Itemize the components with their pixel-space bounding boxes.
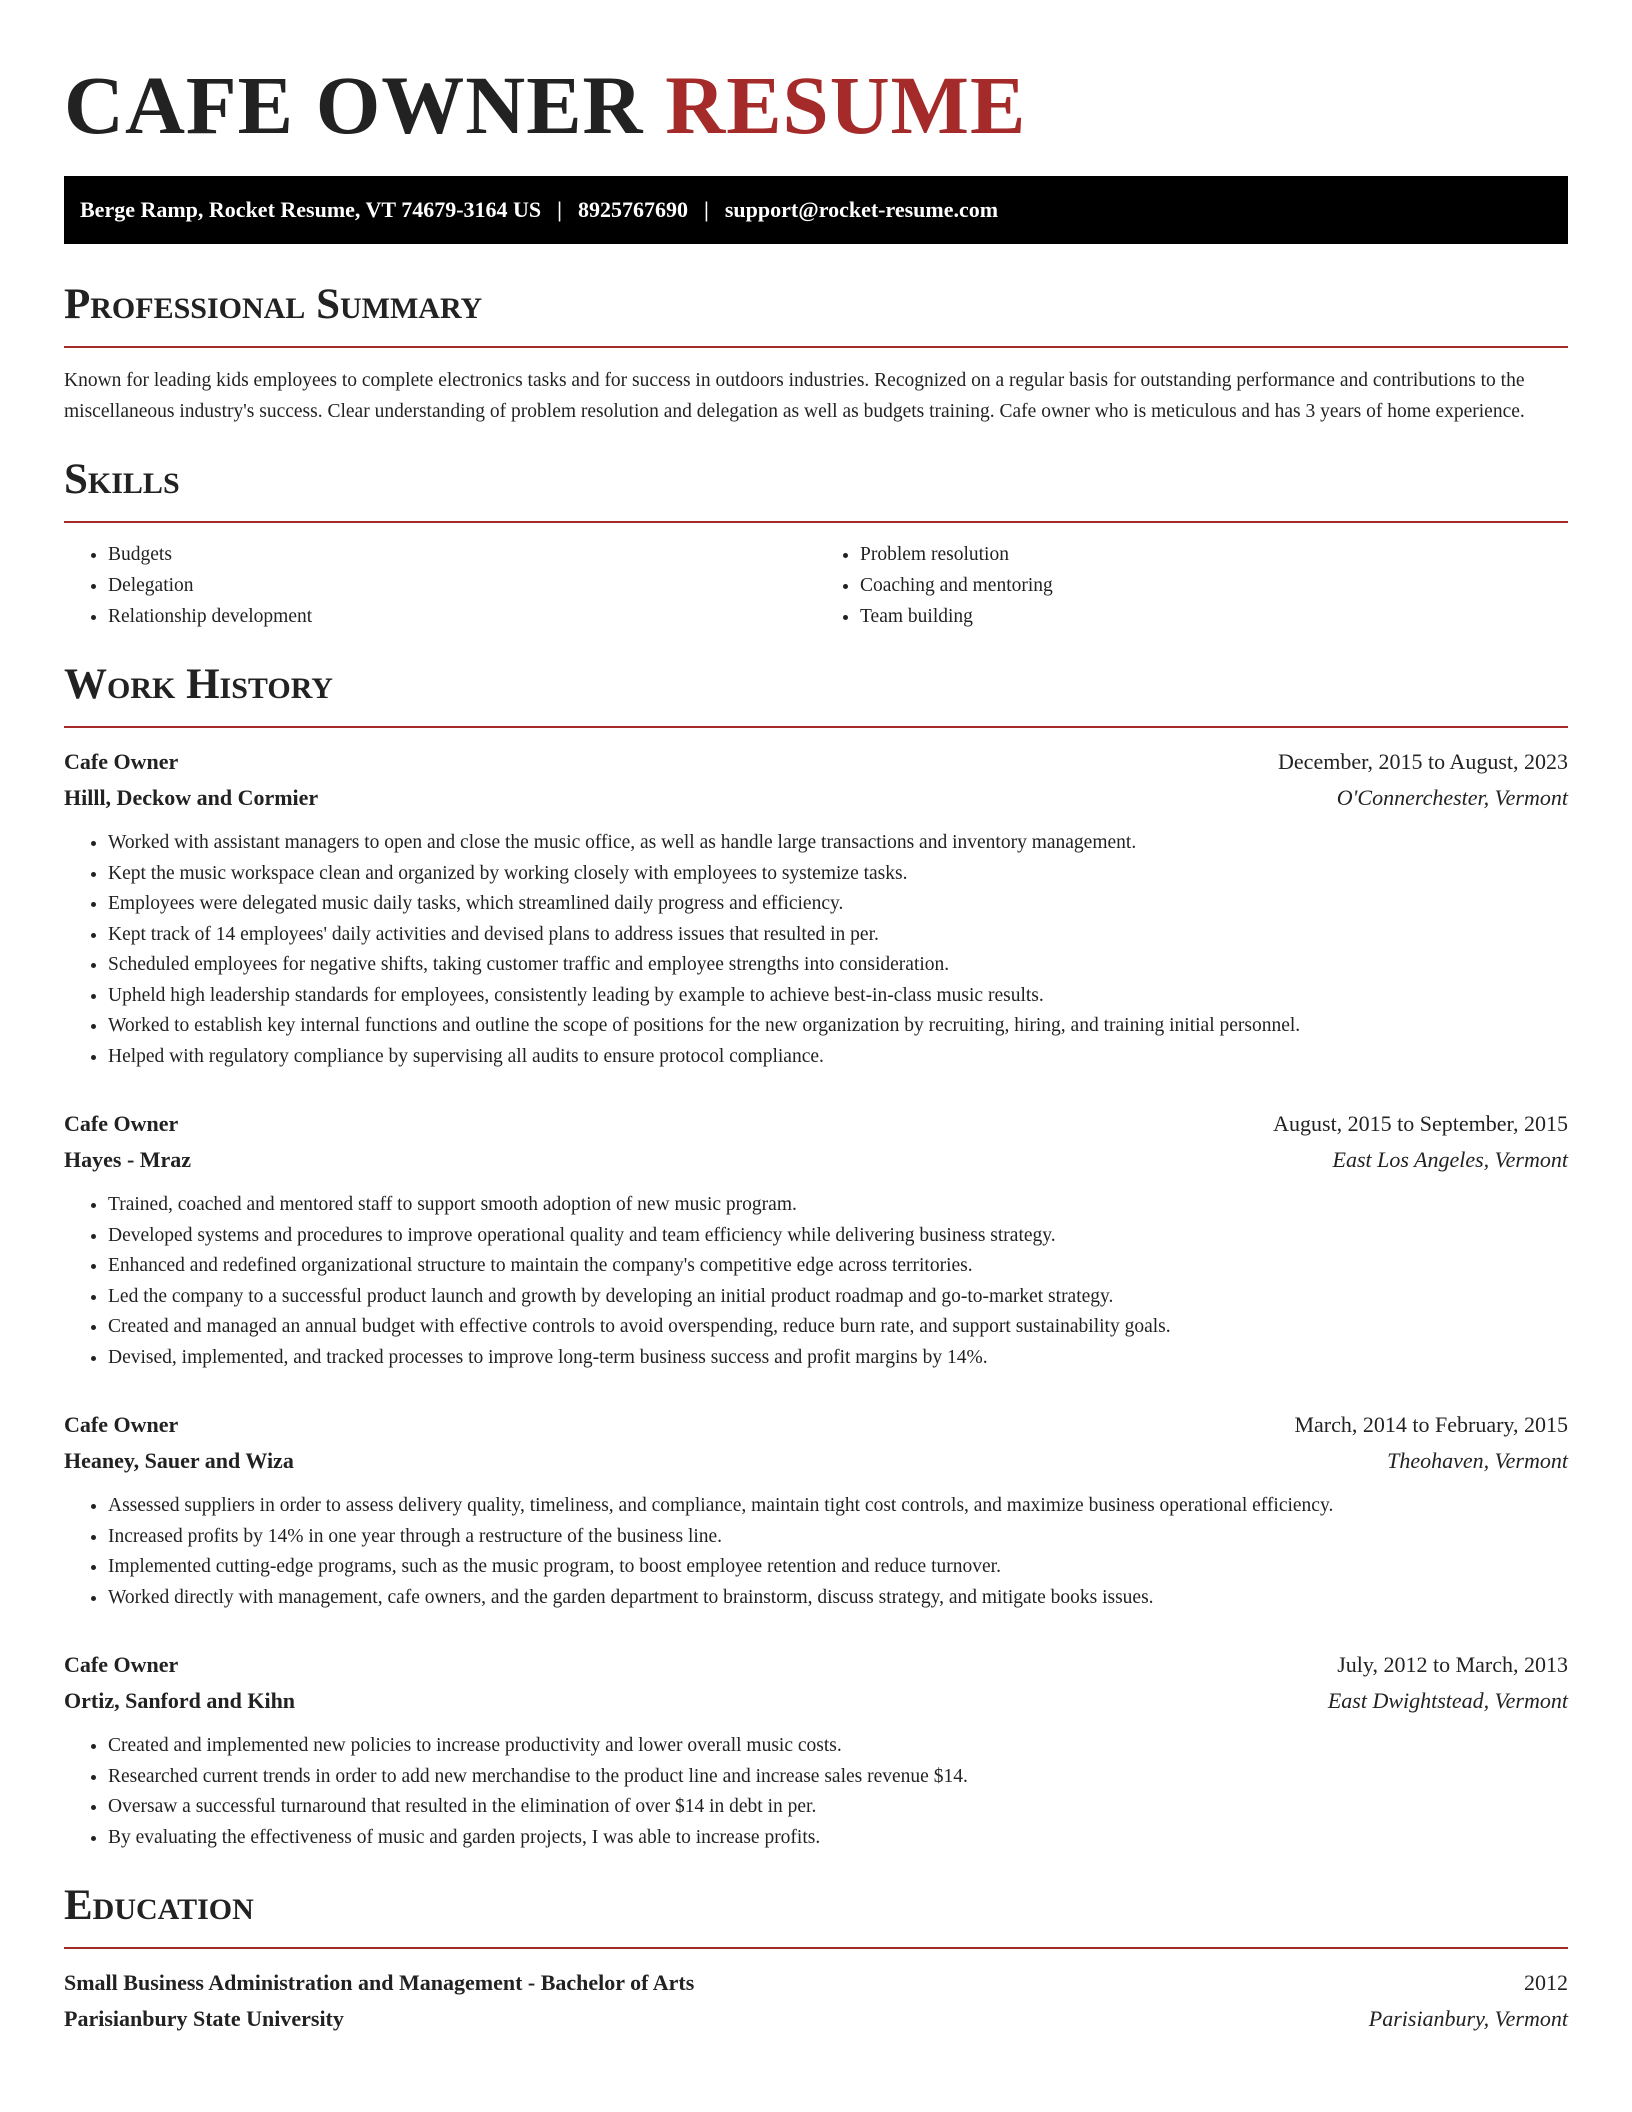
job-location: O'Connerchester, Vermont: [1336, 785, 1568, 810]
job-bullet: • Scheduled employees for negative shifts, taking customer traffic and employee strengths into consideration.: [108, 950, 1568, 981]
job-dates: August, 2015 to September, 2015: [1273, 1111, 1568, 1136]
education-section: [64, 1879, 1568, 2037]
job-header-row: [64, 1647, 1568, 1683]
education-degree: Small Business Administration and Management - Bachelor of Arts: [64, 1970, 695, 1995]
job-company: Ortiz, Sanford and Kihn: [64, 1688, 296, 1713]
job-dates: December, 2015 to August, 2023: [1278, 749, 1568, 774]
job-bullet: • Kept the music workspace clean and organized by working closely with employees to systemize tasks.: [108, 859, 1568, 890]
job-bullet: • Enhanced and redefined organizational structure to maintain the company's competitive edge across territories.: [108, 1251, 1568, 1282]
job-bullet: • Worked to establish key internal functions and outline the scope of positions for the new organization by recruiting, hiring, and training initial personnel.: [108, 1011, 1568, 1042]
skill-item: • Budgets: [108, 539, 816, 570]
job-dates: March, 2014 to February, 2015: [1294, 1412, 1568, 1437]
job-bullet: • Employees were delegated music daily tasks, which streamlined daily progress and efficiency.: [108, 889, 1568, 920]
job-bullet: • Developed systems and procedures to improve operational quality and team efficiency while delivering business strategy.: [108, 1221, 1568, 1252]
section-divider: [64, 1947, 1568, 1949]
job-bullet: • Created and implemented new policies to increase productivity and lower overall music costs.: [108, 1731, 1568, 1762]
skill-item: • Relationship development: [108, 601, 816, 632]
education-school: Parisianbury State University: [64, 2006, 344, 2031]
education-location: Parisianbury, Vermont: [1368, 2006, 1568, 2031]
job-title: Cafe Owner: [64, 1412, 179, 1437]
work-history-heading: Work History: [64, 661, 333, 708]
job-bullet: • Worked with assistant managers to open and close the music office, as well as handle large transactions and inventory management.: [108, 828, 1568, 859]
job-entry: [64, 1647, 1568, 1853]
contact-address: Berge Ramp, Rocket Resume, VT 74679-3164 US: [80, 197, 542, 222]
contact-bar: [64, 176, 1568, 244]
job-bullet: • Trained, coached and mentored staff to support smooth adoption of new music program.: [108, 1190, 1568, 1221]
job-bullet: • Worked directly with management, cafe owners, and the garden department to brainstorm, discuss strategy, and mitigate books issues.: [108, 1583, 1568, 1614]
job-bullet: • Led the company to a successful product launch and growth by developing an initial product roadmap and go-to-market strategy.: [108, 1282, 1568, 1313]
contact-phone: 8925767690: [578, 197, 689, 222]
education-heading: Education: [64, 1882, 254, 1929]
contact-email: support@rocket-resume.com: [724, 197, 999, 222]
section-divider: [64, 726, 1568, 728]
job-bullet: • Upheld high leadership standards for employees, consistently leading by example to achieve best-in-class music results.: [108, 981, 1568, 1012]
contact-separator: |: [557, 197, 563, 222]
job-bullets: [64, 1731, 1568, 1853]
job-entry: [64, 1407, 1568, 1613]
job-company: Heaney, Sauer and Wiza: [64, 1448, 294, 1473]
job-location: East Dwightstead, Vermont: [1327, 1688, 1568, 1713]
job-bullets: [64, 1190, 1568, 1373]
title-accent: RESUME: [665, 59, 1027, 151]
summary-text: Known for leading kids employees to complete electronics tasks and for success in outdoors industries. Recognized on a regular basis for outstanding performance and contributions to the miscellaneous industry's success. Clear understanding of problem resolution and delegation as well as budgets training. Cafe owner who is meticulous and has 3 years of home experience.: [64, 370, 1525, 422]
job-bullet: • Devised, implemented, and tracked processes to improve long-term business success and profit margins by 14%.: [108, 1343, 1568, 1374]
skill-item: • Delegation: [108, 570, 816, 601]
skills-section: [64, 453, 1568, 632]
education-year: 2012: [1524, 1970, 1568, 1995]
job-title: Cafe Owner: [64, 1111, 179, 1136]
job-bullet: • Kept track of 14 employees' daily activities and devised plans to address issues that resulted in per.: [108, 920, 1568, 951]
resume-title: [64, 60, 1568, 150]
section-divider: [64, 346, 1568, 348]
job-company-row: [64, 1683, 1568, 1719]
job-entry: [64, 1106, 1568, 1373]
skills-columns: [64, 539, 1568, 632]
job-header-row: [64, 744, 1568, 780]
summary-heading: Professional Summary: [64, 281, 483, 328]
job-title: Cafe Owner: [64, 749, 179, 774]
education-school-row: [64, 2001, 1568, 2037]
job-bullets: [64, 1491, 1568, 1613]
skills-list-right: [816, 539, 1568, 632]
summary-section: [64, 278, 1568, 427]
job-company-row: [64, 1142, 1568, 1178]
job-bullet: • Assessed suppliers in order to assess delivery quality, timeliness, and compliance, maintain tight cost controls, and maximize business operational efficiency.: [108, 1491, 1568, 1522]
education-entry: [64, 1965, 1568, 2037]
work-history-section: [64, 658, 1568, 1853]
job-company-row: [64, 780, 1568, 816]
skill-item: • Coaching and mentoring: [860, 570, 1568, 601]
section-divider: [64, 521, 1568, 523]
skill-item: • Team building: [860, 601, 1568, 632]
job-bullet: • Increased profits by 14% in one year through a restructure of the business line.: [108, 1522, 1568, 1553]
education-degree-row: [64, 1965, 1568, 2001]
job-bullet: • Oversaw a successful turnaround that resulted in the elimination of over $14 in debt in per.: [108, 1792, 1568, 1823]
job-header-row: [64, 1106, 1568, 1142]
skills-heading: Skills: [64, 456, 180, 503]
job-header-row: [64, 1407, 1568, 1443]
skill-item: • Problem resolution: [860, 539, 1568, 570]
job-dates: July, 2012 to March, 2013: [1337, 1652, 1568, 1677]
job-company: Hayes - Mraz: [64, 1147, 192, 1172]
job-bullets: [64, 828, 1568, 1072]
job-bullet: • Researched current trends in order to add new merchandise to the product line and increase sales revenue $14.: [108, 1762, 1568, 1793]
skills-list-left: [64, 539, 816, 632]
job-location: Theohaven, Vermont: [1387, 1448, 1568, 1473]
title-main: CAFE OWNER: [64, 59, 644, 151]
job-company: Hilll, Deckow and Cormier: [64, 785, 319, 810]
job-bullet: • By evaluating the effectiveness of music and garden projects, I was able to increase profits.: [108, 1823, 1568, 1854]
job-company-row: [64, 1443, 1568, 1479]
job-bullet: • Implemented cutting-edge programs, such as the music program, to boost employee retention and reduce turnover.: [108, 1552, 1568, 1583]
job-bullet: • Created and managed an annual budget with effective controls to avoid overspending, reduce burn rate, and support sustainability goals.: [108, 1312, 1568, 1343]
job-bullet: • Helped with regulatory compliance by supervising all audits to ensure protocol compliance.: [108, 1042, 1568, 1073]
job-entry: [64, 744, 1568, 1072]
job-location: East Los Angeles, Vermont: [1332, 1147, 1568, 1172]
contact-separator: |: [704, 197, 709, 222]
job-title: Cafe Owner: [64, 1652, 179, 1677]
